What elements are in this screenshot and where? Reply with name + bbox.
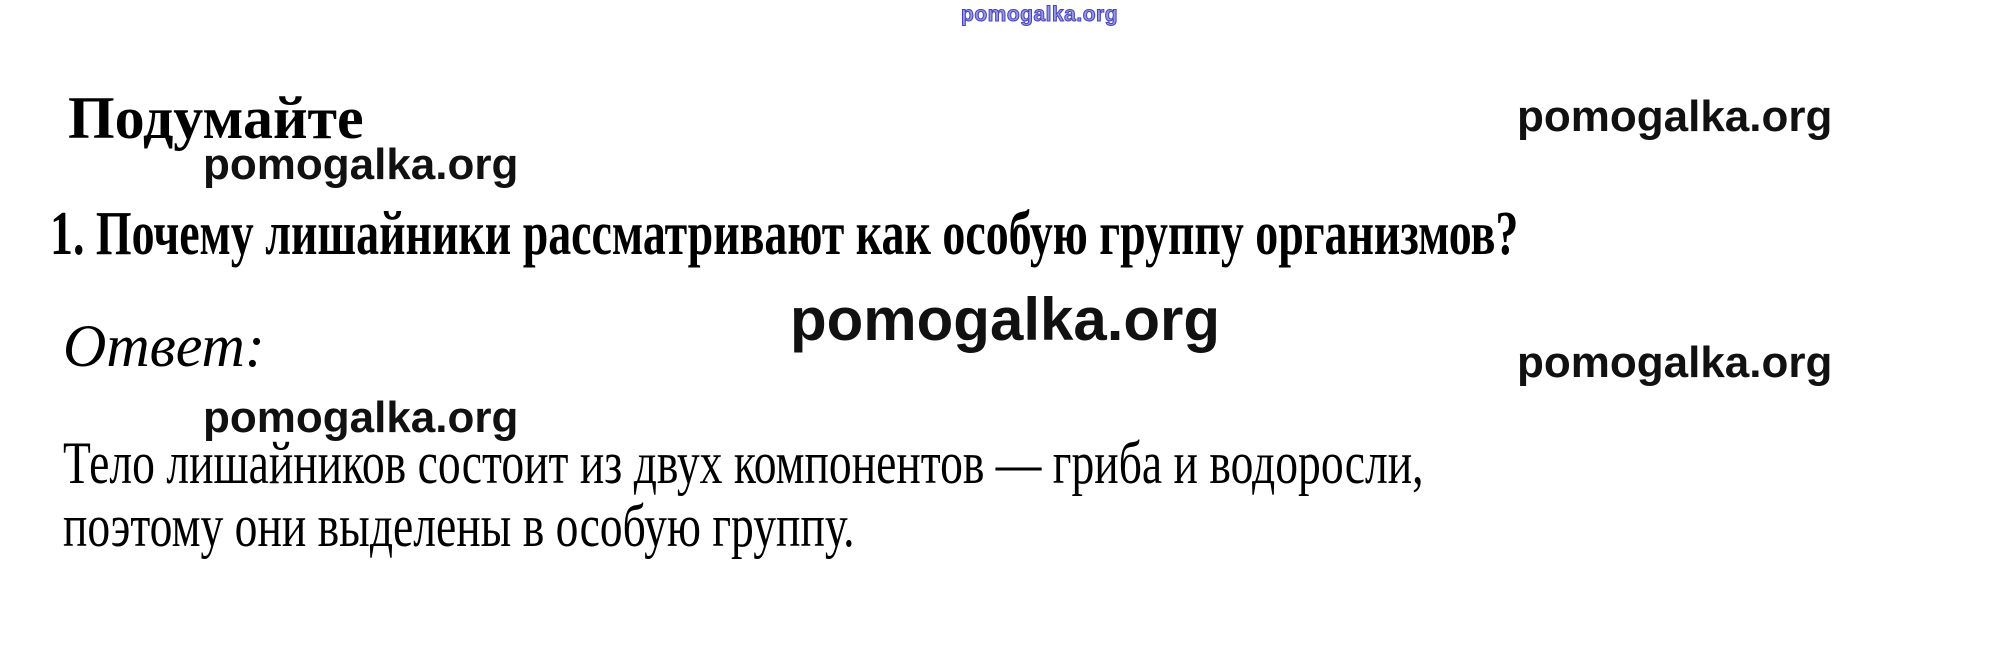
- watermark-center-large: pomogalka.org: [790, 286, 1221, 353]
- answer-line-2: поэтому они выделены в особую группу.: [63, 493, 855, 559]
- watermark-top-right: pomogalka.org: [1517, 92, 1833, 141]
- answer-label: Ответ:: [63, 313, 265, 379]
- watermark-mid-right: pomogalka.org: [1517, 338, 1833, 387]
- watermark-above-answer: pomogalka.org: [203, 393, 519, 442]
- section-title: Подумайте: [68, 85, 364, 151]
- watermark-top-small: pomogalka.org: [961, 3, 1119, 26]
- question-heading: 1. Почему лишайники рассматривают как особую группу организмов?: [50, 200, 1519, 268]
- watermark-under-title: pomogalka.org: [203, 140, 519, 189]
- answer-text: [63, 432, 1424, 558]
- answer-line-1: Тело лишайников состоит из двух компонентов — гриба и водоросли,: [63, 430, 1424, 496]
